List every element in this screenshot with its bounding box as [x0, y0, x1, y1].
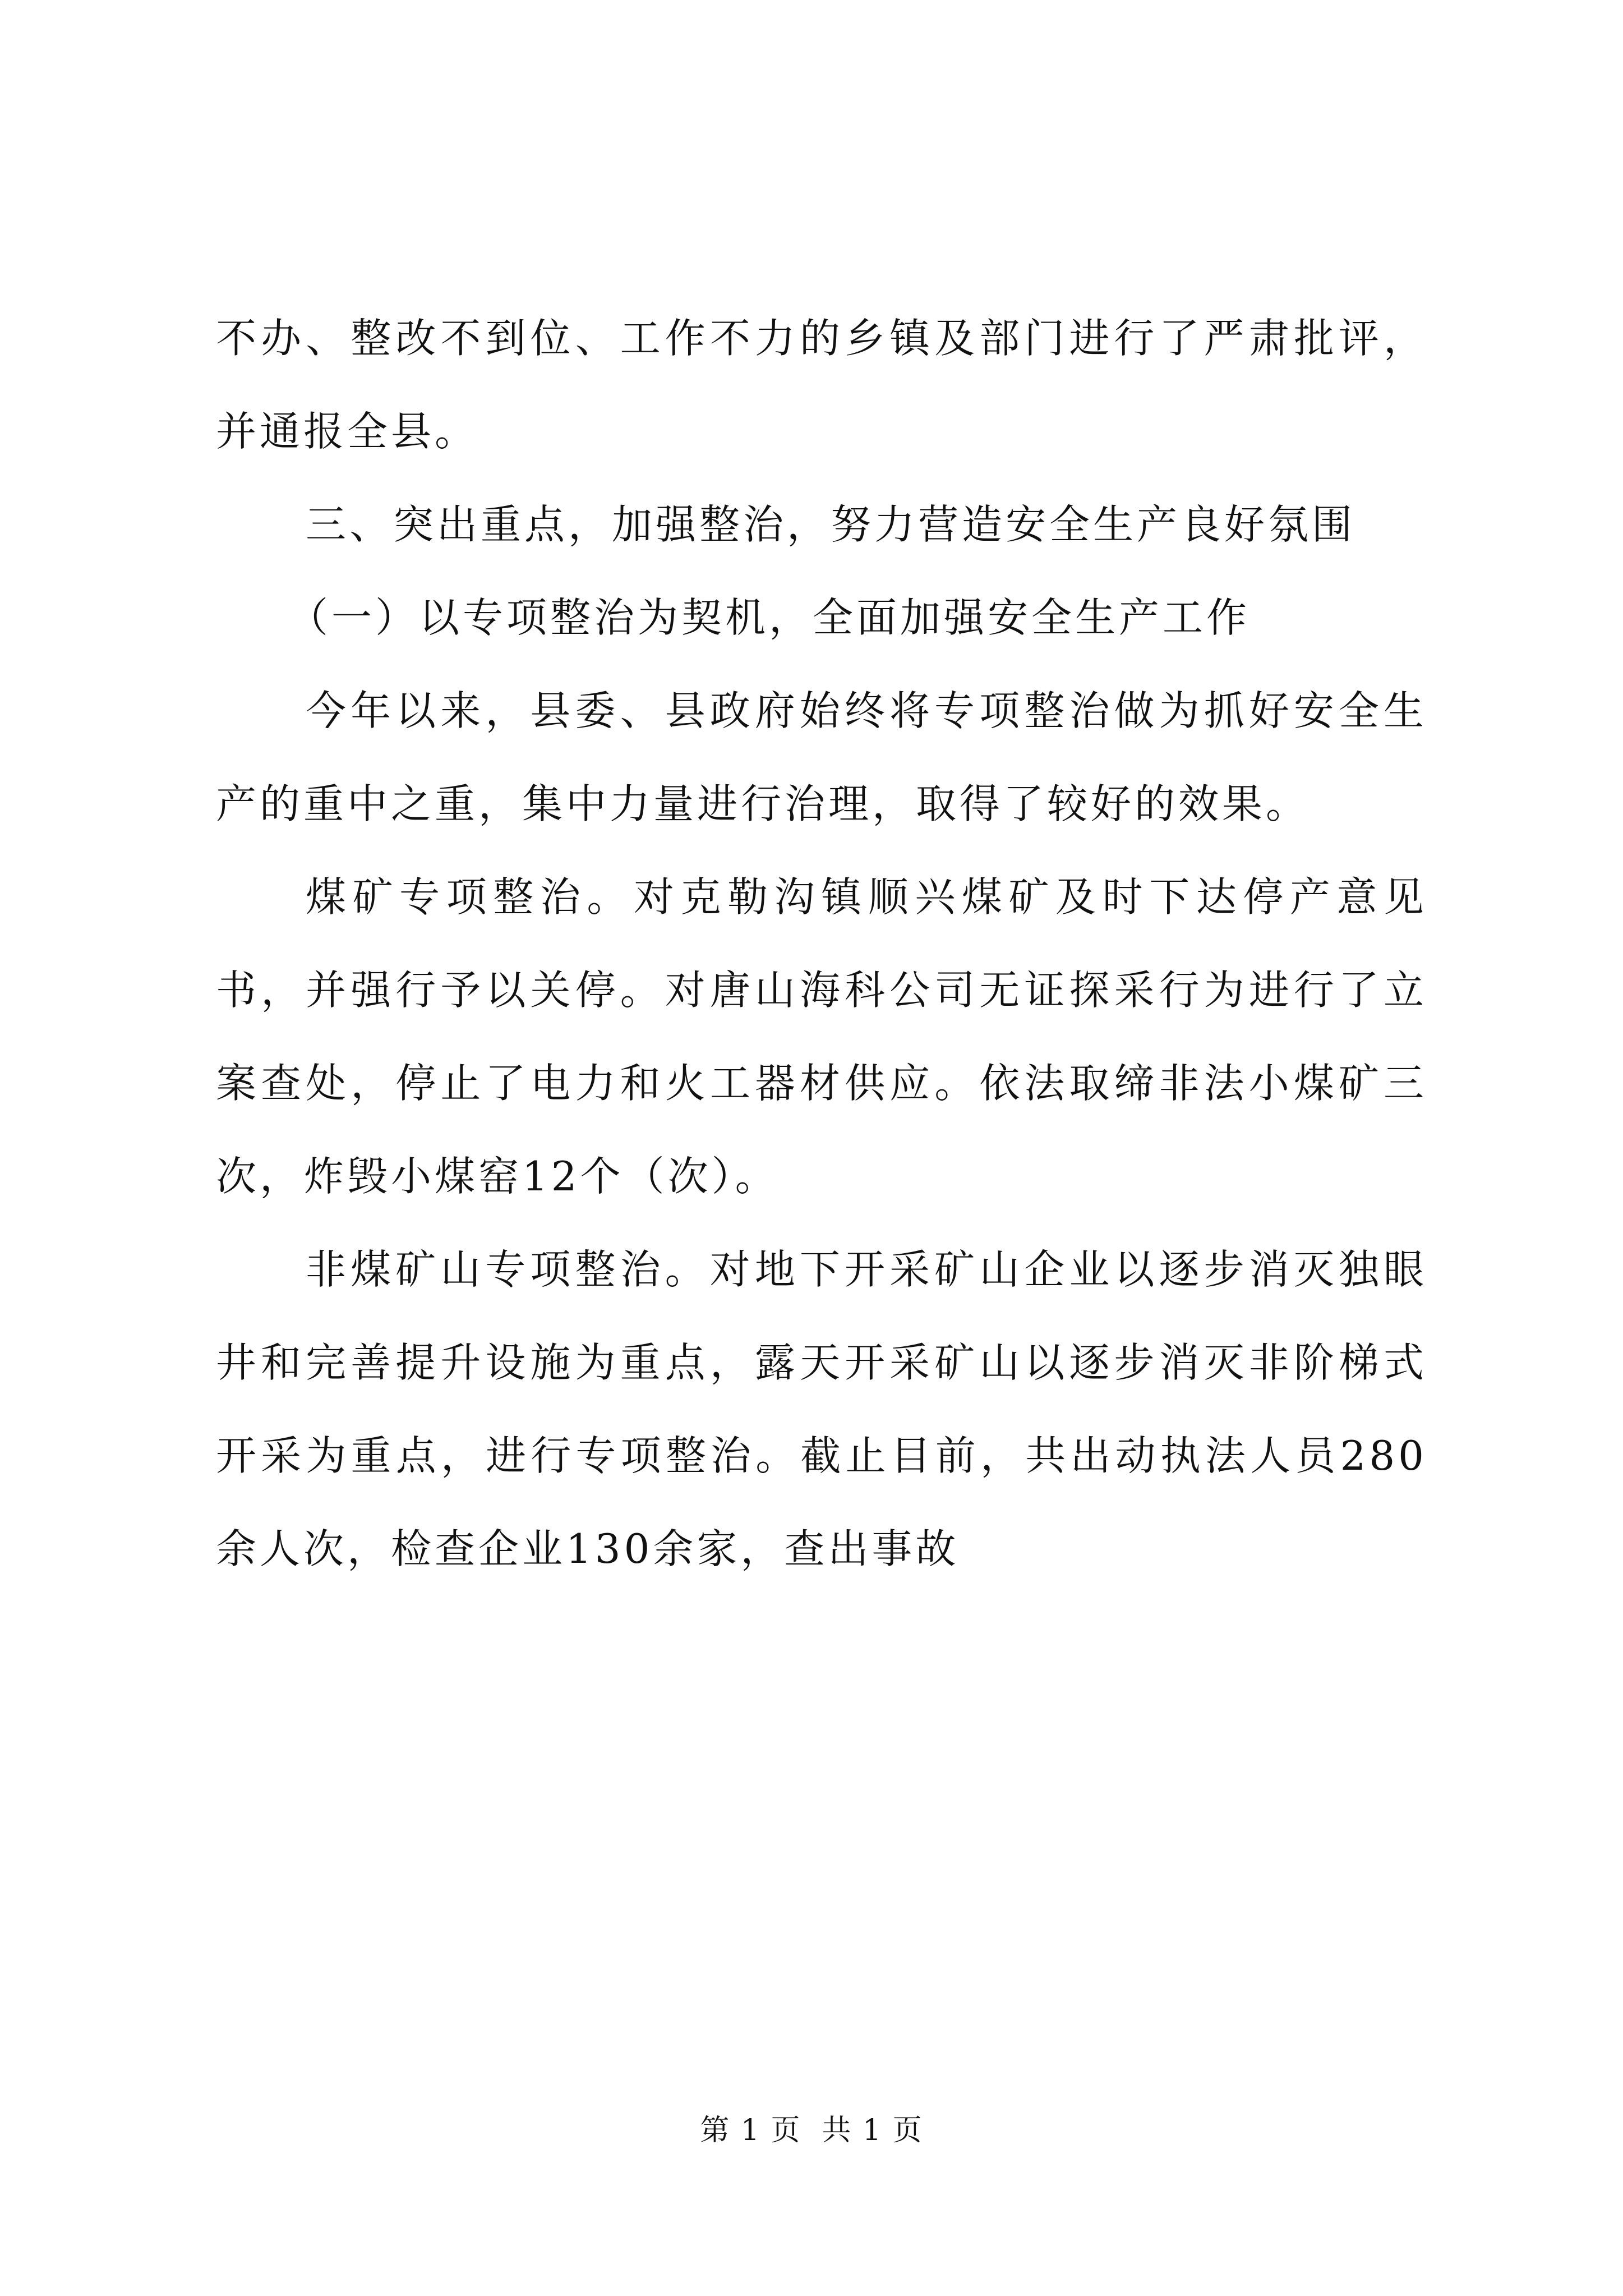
paragraph-intro: 今年以来，县委、县政府始终将专项整治做为抓好安全生产的重中之重，集中力量进行治理，取得了较好的效果。	[216, 687, 1427, 827]
paragraph-non-coal-mine: 非煤矿山专项整治。对地下开采矿山企业以逐步消灭独眼井和完善提升设施为重点，露天开采矿山以逐步消灭非阶梯式开采为重点，进行专项整治。截止目前，共出动执法人员280余人次，检查企业130余家，查出事故	[216, 1246, 1427, 1572]
subsection-heading: （一）以专项整治为契机，全面加强安全生产工作	[288, 594, 1251, 641]
document-body	[216, 292, 1427, 1595]
paragraph-coal-mine: 煤矿专项整治。对克勒沟镇顺兴煤矿及时下达停产意见书，并强行予以关停。对唐山海科公司无证探采行为进行了立案查处，停止了电力和火工器材供应。依法取缔非法小煤矿三次，炸毁小煤窑12个（次）。	[216, 873, 1427, 1200]
page-number-footer: 第 1 页 共 1 页	[700, 2114, 923, 2147]
paragraph-continuation: 不办、整改不到位、工作不力的乡镇及部门进行了严肃批评，并通报全县。	[216, 315, 1427, 455]
section-heading: 三、突出重点，加强整治，努力营造安全生产良好氛围	[306, 501, 1356, 548]
